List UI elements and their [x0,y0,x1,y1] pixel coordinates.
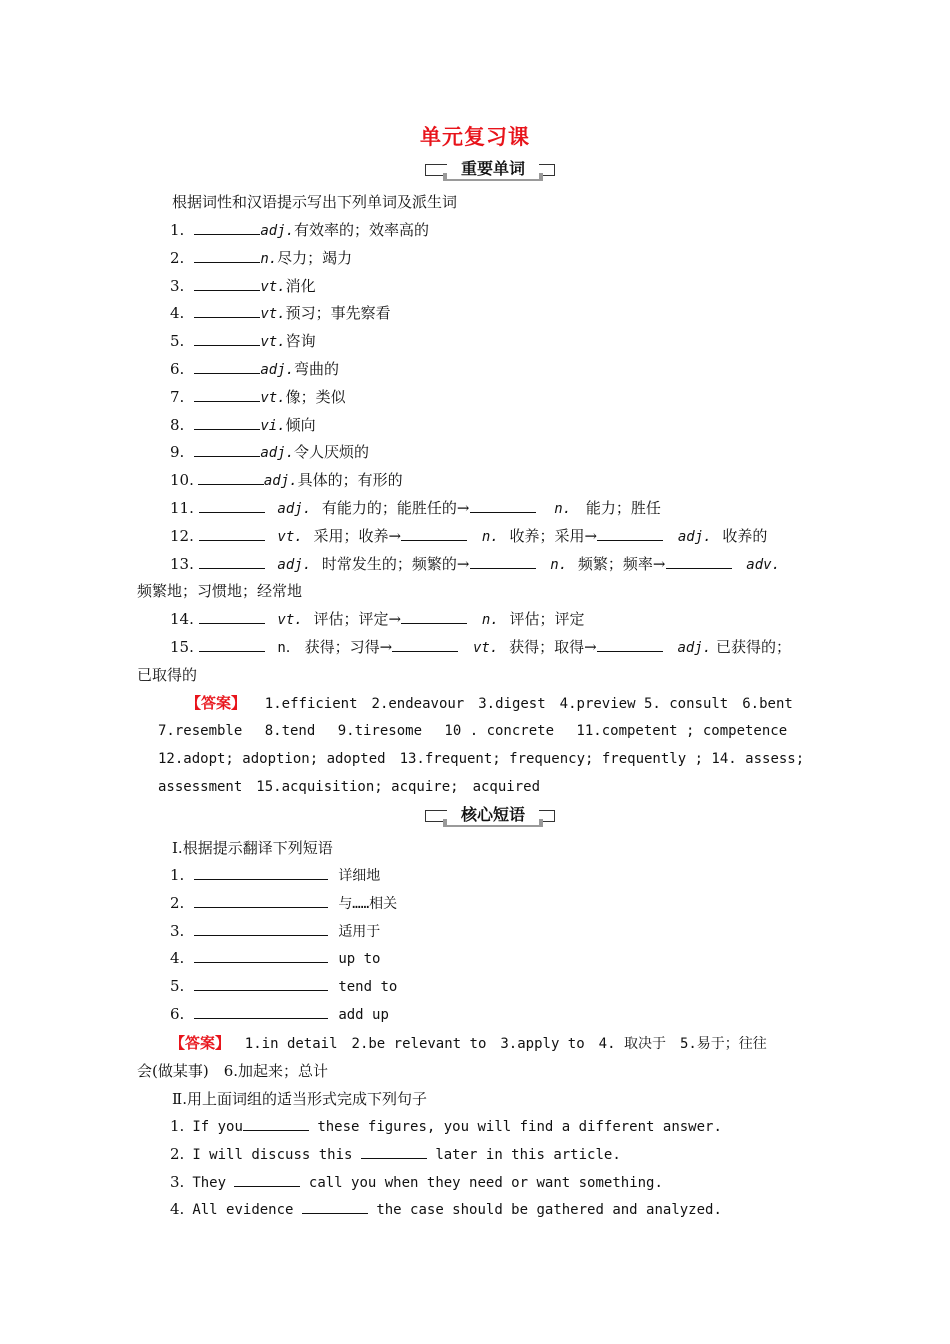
list-item: 7. vt.像；类似 [170,387,346,406]
answer-label: 【答案】 [170,1034,231,1052]
page-title: 单元复习课 [420,124,530,149]
answer-blank[interactable] [194,387,260,402]
section-banner-vocabulary [425,159,555,181]
list-item: 15. n． 获得；习得→ vt. 获得；取得→ adj. 已获得的； [170,638,791,656]
list-item: 14. vt. 评估；评定→ n. 评估；评定 [170,610,585,628]
list-item: 9. adj.令人厌烦的 [170,443,370,462]
answer-blank[interactable] [194,1004,328,1019]
answer-blank[interactable] [194,276,260,291]
list-item: 11. adj. 有能力的；能胜任的→ n. 能力；胜任 [170,499,661,517]
answer-blank[interactable] [234,1172,300,1187]
phrase-item: 4. up to [170,949,381,968]
answer-line: assessment 15.acquisition; acquire; acquired [158,779,541,795]
answer-blank[interactable] [194,248,260,263]
answer-blank[interactable] [361,1144,427,1159]
answer-blank[interactable] [194,442,260,457]
list-item: 13. adj. 时常发生的；频繁的→ n. 频繁；频率→ adv. [170,555,780,573]
answer-blank[interactable] [194,220,260,235]
list-item: 12. vt. 采用；收养→ n. 收养；采用→ adj. 收养的 [170,527,768,545]
answer-blank[interactable] [302,1199,368,1214]
answer-blank[interactable] [243,1116,309,1131]
answer-block: 【答案】 1.in detail 2.be relevant to 3.apply to 4. 取决于 5.易于；往往 [170,1034,767,1052]
list-item-continuation: 已取得的 [137,666,198,684]
section-heading: 核心短语 [447,805,539,825]
phrase-item: 1. 详细地 [170,866,381,884]
answer-blank[interactable] [194,331,260,346]
list-item: 5. vt.咨询 [170,332,316,351]
answer-label: 【答案】 [186,694,247,712]
sentence-item: 2. I will discuss this later in this article. [170,1144,621,1163]
phrase-item: 2. 与……相关 [170,893,398,912]
part-title: Ⅰ.根据提示翻译下列短语 [172,839,333,857]
answer-blank[interactable] [194,359,260,374]
sentence-item: 4. All evidence the case should be gathered and analyzed. [170,1200,722,1219]
part-title: Ⅱ.用上面词组的适当形式完成下列句子 [172,1090,427,1108]
instruction-text: 根据词性和汉语提示写出下列单词及派生词 [172,193,458,211]
list-item-continuation: 频繁地；习惯地；经常地 [137,582,303,600]
phrase-item: 5. tend to [170,977,398,996]
sentence-item: 3. They call you when they need or want something. [170,1172,663,1191]
answer-blank[interactable] [194,303,260,318]
answer-line: 会(做某事) 6.加起来；总计 [137,1062,329,1080]
section-heading: 重要单词 [447,159,539,179]
answer-blank[interactable] [194,948,328,963]
list-item: 4. vt.预习；事先察看 [170,304,391,323]
sentence-item: 1. If you these figures, you will find a different answer. [170,1117,722,1135]
answer-line: 7.resemble 8.tend 9.tiresome 10 . concrete 11.competent ; competence [158,723,788,739]
list-item: 1. adj.有效率的；效率高的 [170,221,430,239]
answer-blank[interactable] [194,921,328,936]
list-item: 10. adj.具体的；有形的 [170,471,403,490]
phrase-item: 6. add up [170,1005,389,1023]
list-item: 3. vt.消化 [170,276,316,295]
answer-blank[interactable] [198,470,264,485]
answer-blank[interactable] [194,976,328,991]
section-banner-phrases [425,805,555,827]
answer-blank[interactable] [194,415,260,430]
answer-blank[interactable] [194,893,328,908]
list-item: 8. vi.倾向 [170,415,316,434]
list-item: 6. adj.弯曲的 [170,360,340,378]
answer-block: 【答案】 1.efficient 2.endeavour 3.digest 4.preview 5. consult 6.bent [186,694,793,712]
list-item: 2. n.尽力；竭力 [170,248,353,267]
answer-line: 12.adopt; adoption; adopted 13.frequent; frequency; frequently ; 14. assess; [158,751,805,767]
phrase-item: 3. 适用于 [170,921,381,940]
answer-blank[interactable] [194,865,328,880]
